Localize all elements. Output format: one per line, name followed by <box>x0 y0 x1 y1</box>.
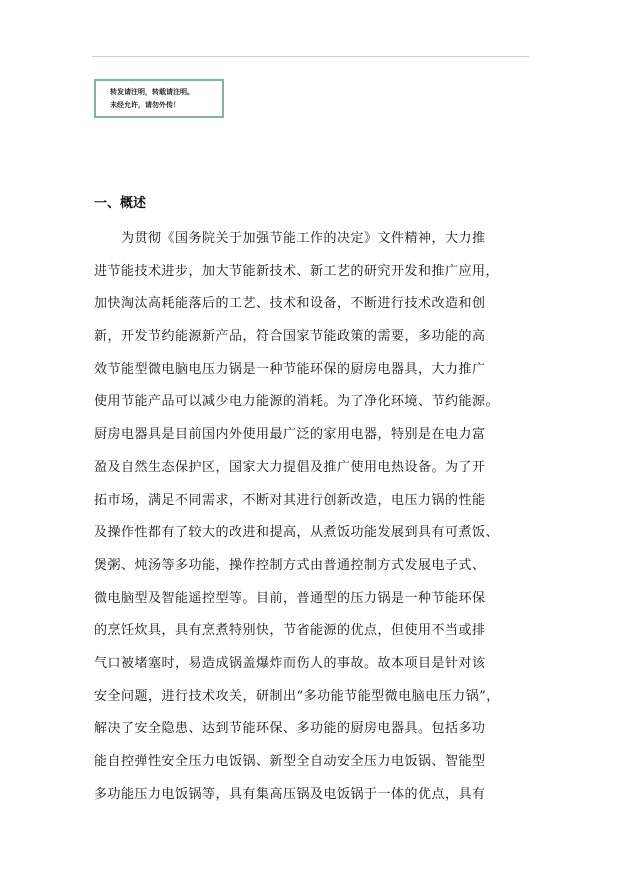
paragraph-line: 拓市场，满足不同需求，不断对其进行创新改造，电压力锅的性能 <box>94 492 486 508</box>
notice-box <box>94 79 224 118</box>
paragraph-line: 使用节能产品可以减少电力能源的消耗。为了净化环境、节约能源。 <box>94 394 500 410</box>
paragraph-line: 及操作性都有了较大的改进和提高，从煮饭功能发展到具有可煮饭、 <box>94 525 500 541</box>
paragraph-line: 加快淘汰高耗能落后的工艺、技术和设备，不断进行技术改造和创 <box>94 296 486 312</box>
paragraph-line: 解决了安全隐患、达到节能环保、多功能的厨房电器具。包括多功 <box>94 721 486 737</box>
paragraph-line: 多功能压力电饭锅等，具有集高压锅及电饭锅于一体的优点，具有 <box>94 786 486 802</box>
notice-line-2: 未经允许，请勿外传！ <box>110 101 180 109</box>
paragraph-line: 的烹饪炊具，具有烹煮特别快，节省能源的优点，但使用不当或排 <box>94 623 486 639</box>
paragraph-line: 盈及自然生态保护区，国家大力提倡及推广使用电热设备。为了开 <box>94 459 486 475</box>
notice-line-1: 转发请注明，转载请注明。 <box>110 88 194 96</box>
paragraph-line: 效节能型微电脑电压力锅是一种节能环保的厨房电器具，大力推广 <box>94 361 486 377</box>
section-heading: 一、概述 <box>94 196 147 211</box>
paragraph-line: 气口被堵塞时，易造成锅盖爆炸而伤人的事故。故本项目是针对该 <box>94 655 486 671</box>
paragraph-line: 厨房电器具是目前国内外使用最广泛的家用电器，特别是在电力富 <box>94 427 486 443</box>
paragraph-line: 微电脑型及智能遥控型等。目前，普通型的压力锅是一种节能环保 <box>94 590 486 606</box>
header-rule <box>92 56 529 57</box>
paragraph-line: 为贯彻《国务院关于加强节能工作的决定》文件精神，大力推 <box>121 231 486 246</box>
paragraph-line: 新，开发节约能源新产品，符合国家节能政策的需要，多功能的高 <box>94 329 486 345</box>
paragraph-line: 安全问题，进行技术攻关，研制出“多功能节能型微电脑电压力锅”， <box>94 688 500 704</box>
paragraph-line: 进节能技术进步，加大节能新技术、新工艺的研究开发和推广应用， <box>94 263 500 279</box>
paragraph-line: 煲粥、炖汤等多功能，操作控制方式由普通控制方式发展电子式、 <box>94 557 486 573</box>
body-paragraph <box>94 223 534 811</box>
paragraph-line: 能自控弹性安全压力电饭锅、新型全自动安全压力电饭锅、智能型 <box>94 754 486 769</box>
